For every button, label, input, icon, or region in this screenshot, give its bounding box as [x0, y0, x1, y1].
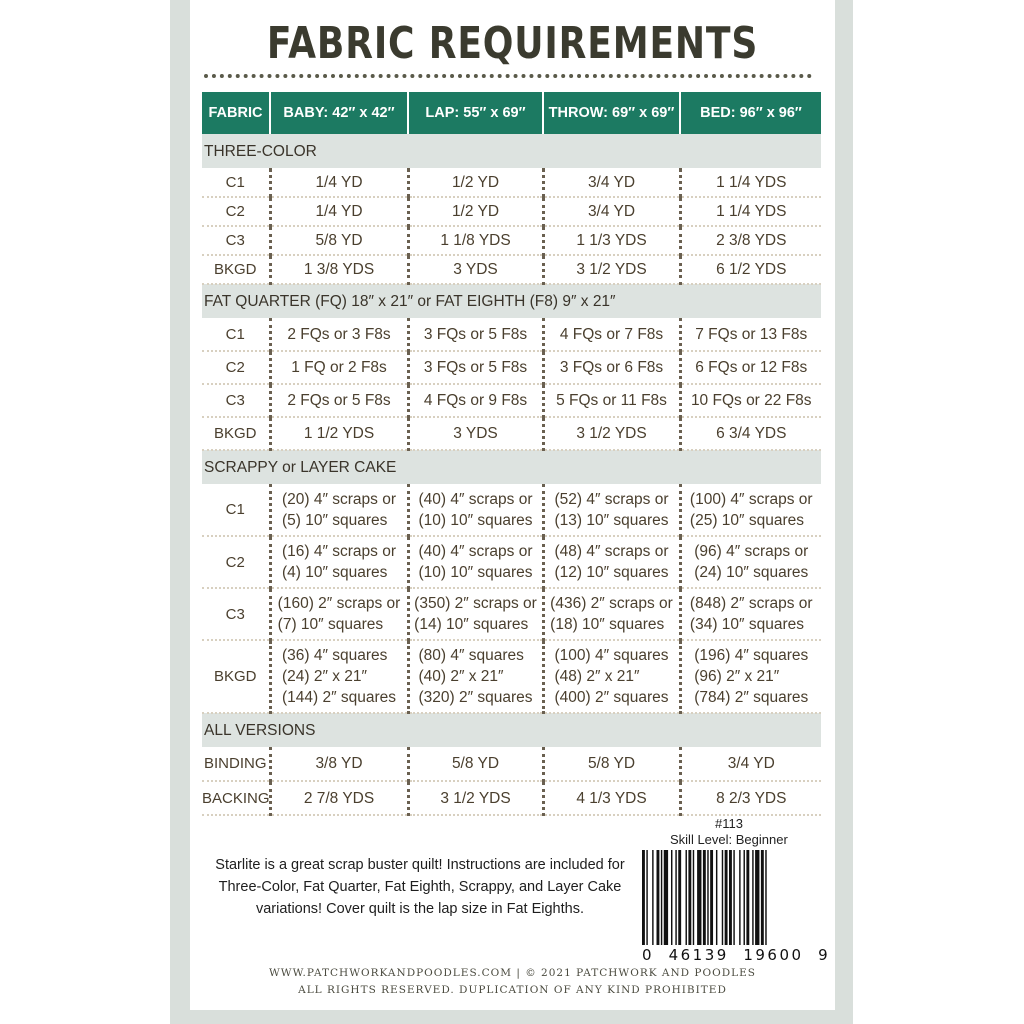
amount-cell-throw — [543, 536, 680, 588]
amount-cell-bed — [680, 484, 821, 536]
table-row — [202, 384, 821, 417]
fabric-label-cell: C1 — [202, 168, 270, 197]
barcode-bar — [646, 850, 647, 945]
barcode-bar — [722, 850, 723, 945]
amount-line: (24) 10″ squares — [694, 564, 809, 581]
table-header-row — [202, 92, 821, 134]
amount-cell-throw — [543, 588, 680, 640]
barcode-bar — [657, 850, 660, 945]
amount-lines — [694, 541, 808, 583]
barcode-bar — [710, 850, 713, 945]
fabric-label-cell: C2 — [202, 197, 270, 226]
amount-line: (10) 10″ squares — [418, 564, 533, 581]
amount-line: (24) 2″ x 21″ — [281, 668, 368, 685]
barcode-bar — [707, 850, 708, 945]
table-row — [202, 197, 821, 226]
amount-cell-bed: 6 FQs or 12 F8s — [680, 351, 821, 384]
amount-cell-lap — [408, 484, 543, 536]
amount-cell-baby: 1 3/8 YDS — [270, 255, 408, 284]
amount-line: (48) 2″ x 21″ — [554, 668, 640, 685]
amount-line: (96) 4″ scraps or — [694, 543, 809, 560]
amount-line: (400) 2″ squares — [554, 689, 669, 706]
fabric-label-cell: C2 — [202, 351, 270, 384]
amount-line: (52) 4″ scraps or — [554, 490, 669, 508]
amount-lines — [690, 489, 813, 531]
barcode-number: 0 46139 19600 9 — [642, 946, 831, 964]
barcode-bar — [693, 850, 694, 945]
section-header-fat-quarter — [202, 284, 821, 318]
amount-cell-lap: 3 YDS — [408, 417, 543, 450]
amount-line: (436) 2″ scraps or — [550, 595, 673, 612]
amount-lines — [554, 541, 668, 583]
header-throw: THROW: 69″ x 69″ — [543, 92, 680, 134]
pattern-number: #113 — [715, 816, 743, 831]
table-row — [202, 781, 821, 815]
barcode-bar — [744, 850, 745, 945]
barcode-bar — [675, 850, 676, 945]
amount-cell-baby: 2 FQs or 3 F8s — [270, 318, 408, 351]
table-row — [202, 588, 821, 640]
table-row — [202, 640, 821, 713]
amount-line: (80) 4″ squares — [418, 647, 524, 664]
amount-lines — [550, 593, 673, 635]
amount-cell-lap: 4 FQs or 9 F8s — [408, 384, 543, 417]
header-fabric: FABRIC — [202, 92, 270, 134]
barcode-bar — [642, 850, 645, 945]
amount-line: (96) 2″ x 21″ — [694, 668, 780, 685]
amount-line: (7) 10″ squares — [277, 616, 384, 633]
table-row — [202, 417, 821, 450]
amount-cell-lap — [408, 588, 543, 640]
barcode-bar — [746, 850, 749, 945]
header-baby: BABY: 42″ x 42″ — [270, 92, 408, 134]
barcode-bar — [652, 850, 653, 945]
title-divider — [204, 74, 812, 78]
amount-cell-baby: 1 1/2 YDS — [270, 417, 408, 450]
barcode-bar — [703, 850, 706, 945]
skill-level: Skill Level: Beginner — [670, 832, 788, 847]
footer-website: WWW.PATCHWORKANDPOODLES.COM | © 2021 PATCHWORK AND POODLES — [269, 967, 756, 979]
barcode-bar — [678, 850, 681, 945]
amount-line: (36) 4″ squares — [281, 647, 388, 664]
fabric-label-cell: C3 — [202, 384, 270, 417]
amount-line: (320) 2″ squares — [418, 689, 533, 706]
amount-cell-bed: 10 FQs or 22 F8s — [680, 384, 821, 417]
amount-lines — [694, 645, 808, 708]
amount-lines — [278, 593, 401, 635]
section-label: SCRAPPY or LAYER CAKE — [202, 450, 821, 484]
amount-cell-lap: 3 YDS — [408, 255, 543, 284]
amount-lines — [554, 645, 668, 708]
amount-line: (16) 4″ scraps or — [281, 543, 397, 560]
pattern-description: Starlite is a great scrap buster quilt! Instructions are included for Three-Color, Fat Quarter, Fat Eighth, Scrappy, and Layer Cake variations! Cover quilt is the lap size in Fat Eighths. — [215, 857, 625, 917]
barcode-bar — [733, 850, 734, 945]
amount-cell-throw: 3/4 YD — [543, 168, 680, 197]
amount-cell-throw — [543, 640, 680, 713]
amount-line: (40) 4″ scraps or — [418, 543, 533, 560]
amount-cell-bed: 1 1/4 YDS — [680, 168, 821, 197]
amount-cell-baby: 3/8 YD — [270, 747, 408, 781]
amount-cell-bed: 7 FQs or 13 F8s — [680, 318, 821, 351]
barcode-bar — [686, 850, 687, 945]
amount-cell-throw: 3 1/2 YDS — [543, 255, 680, 284]
amount-cell-throw: 4 FQs or 7 F8s — [543, 318, 680, 351]
amount-lines — [414, 593, 537, 635]
amount-cell-baby — [270, 588, 408, 640]
amount-cell-bed — [680, 640, 821, 713]
amount-cell-lap: 1/2 YD — [408, 197, 543, 226]
amount-line: (100) 4″ squares — [554, 647, 669, 664]
amount-cell-throw: 5/8 YD — [543, 747, 680, 781]
amount-cell-baby: 1/4 YD — [270, 168, 408, 197]
amount-lines — [418, 489, 532, 531]
amount-cell-baby: 2 FQs or 5 F8s — [270, 384, 408, 417]
table-row — [202, 226, 821, 255]
amount-cell-baby — [270, 536, 408, 588]
amount-cell-baby: 5/8 YD — [270, 226, 408, 255]
barcode-bar — [671, 850, 672, 945]
fabric-label-cell: C1 — [202, 318, 270, 351]
table-row — [202, 318, 821, 351]
section-header-all-versions — [202, 713, 821, 747]
amount-line: (848) 2″ scraps or — [689, 595, 813, 612]
amount-cell-baby: 2 7/8 YDS — [270, 781, 408, 815]
amount-cell-bed: 6 1/2 YDS — [680, 255, 821, 284]
amount-line: (25) 10″ squares — [689, 511, 804, 529]
section-header-three-color — [202, 134, 821, 168]
barcode-bar — [664, 850, 668, 945]
amount-cell-throw: 3/4 YD — [543, 197, 680, 226]
barcode-bar — [755, 850, 759, 945]
barcode-bar — [661, 850, 662, 945]
barcode-bar — [739, 850, 740, 945]
pattern-card — [190, 0, 835, 1010]
amount-line: (40) 2″ x 21″ — [418, 668, 504, 685]
amount-lines — [418, 541, 532, 583]
amount-line: (13) 10″ squares — [554, 511, 669, 529]
amount-line: (10) 10″ squares — [418, 511, 533, 529]
amount-lines — [690, 593, 813, 635]
amount-cell-lap: 3 FQs or 5 F8s — [408, 318, 543, 351]
amount-cell-throw — [543, 484, 680, 536]
amount-line: (18) 10″ squares — [550, 616, 665, 633]
amount-cell-throw: 4 1/3 YDS — [543, 781, 680, 815]
amount-cell-bed: 8 2/3 YDS — [680, 781, 821, 815]
fabric-label-cell: BKGD — [202, 255, 270, 284]
amount-cell-throw: 3 FQs or 6 F8s — [543, 351, 680, 384]
amount-lines — [282, 645, 396, 708]
section-label: ALL VERSIONS — [202, 713, 821, 747]
table-row — [202, 168, 821, 197]
amount-cell-lap — [408, 640, 543, 713]
barcode-bar — [752, 850, 753, 945]
amount-lines — [282, 489, 396, 531]
amount-cell-lap: 1/2 YD — [408, 168, 543, 197]
amount-cell-bed: 3/4 YD — [680, 747, 821, 781]
fabric-label-cell: BINDING — [202, 747, 270, 781]
amount-cell-lap: 3 FQs or 5 F8s — [408, 351, 543, 384]
amount-line: (20) 4″ scraps or — [281, 490, 397, 508]
table-row — [202, 351, 821, 384]
amount-cell-bed: 2 3/8 YDS — [680, 226, 821, 255]
section-label: THREE-COLOR — [202, 134, 821, 168]
amount-cell-throw: 3 1/2 YDS — [543, 417, 680, 450]
amount-cell-throw: 1 1/3 YDS — [543, 226, 680, 255]
amount-line: (784) 2″ squares — [694, 689, 809, 706]
amount-line: (48) 4″ scraps or — [554, 543, 669, 560]
amount-line: (40) 4″ scraps or — [418, 490, 533, 508]
amount-line: (5) 10″ squares — [281, 511, 388, 529]
barcode-bar — [765, 850, 766, 945]
barcode-bar — [716, 850, 717, 945]
fabric-label-cell: BKGD — [202, 640, 270, 713]
fabric-label-cell: BACKING — [202, 781, 270, 815]
amount-cell-bed: 6 3/4 YDS — [680, 417, 821, 450]
amount-cell-bed — [680, 536, 821, 588]
table-row — [202, 484, 821, 536]
amount-cell-baby — [270, 484, 408, 536]
amount-cell-lap — [408, 536, 543, 588]
amount-lines — [554, 489, 668, 531]
amount-line: (12) 10″ squares — [554, 564, 669, 581]
amount-cell-lap: 1 1/8 YDS — [408, 226, 543, 255]
amount-line: (100) 4″ scraps or — [689, 490, 813, 508]
fabric-label-cell: BKGD — [202, 417, 270, 450]
fabric-label-cell: C2 — [202, 536, 270, 588]
page-title: FABRIC REQUIREMENTS — [266, 18, 759, 69]
header-lap: LAP: 55″ x 69″ — [408, 92, 543, 134]
barcode-bar — [697, 850, 701, 945]
amount-line: (196) 4″ squares — [694, 647, 809, 664]
amount-line: (14) 10″ squares — [414, 616, 529, 633]
amount-cell-lap: 3 1/2 YDS — [408, 781, 543, 815]
footer-rights: ALL RIGHTS RESERVED. DUPLICATION OF ANY KIND PROHIBITED — [298, 984, 727, 996]
amount-cell-baby: 1 FQ or 2 F8s — [270, 351, 408, 384]
amount-line: (350) 2″ scraps or — [414, 595, 537, 612]
fabric-label-cell: C1 — [202, 484, 270, 536]
amount-cell-baby — [270, 640, 408, 713]
table-row — [202, 536, 821, 588]
table-row — [202, 747, 821, 781]
amount-cell-lap: 5/8 YD — [408, 747, 543, 781]
barcode-bar — [729, 850, 732, 945]
amount-line: (34) 10″ squares — [689, 616, 804, 633]
amount-cell-baby: 1/4 YD — [270, 197, 408, 226]
section-label: FAT QUARTER (FQ) 18″ x 21″ or FAT EIGHTH (F8) 9″ x 21″ — [202, 284, 821, 318]
fabric-label-cell: C3 — [202, 588, 270, 640]
amount-line: (144) 2″ squares — [281, 689, 397, 706]
header-bed: BED: 96″ x 96″ — [680, 92, 821, 134]
amount-lines — [418, 645, 532, 708]
barcode-bar — [761, 850, 764, 945]
barcode-bar — [725, 850, 728, 945]
fabric-label-cell: C3 — [202, 226, 270, 255]
amount-line: (4) 10″ squares — [281, 564, 388, 581]
amount-cell-bed: 1 1/4 YDS — [680, 197, 821, 226]
fabric-requirements-table — [202, 92, 821, 816]
barcode — [640, 850, 820, 945]
amount-cell-bed — [680, 588, 821, 640]
section-header-scrappy — [202, 450, 821, 484]
amount-cell-throw: 5 FQs or 11 F8s — [543, 384, 680, 417]
amount-line: (160) 2″ scraps or — [277, 595, 401, 612]
table-row — [202, 255, 821, 284]
barcode-bar — [688, 850, 691, 945]
amount-lines — [282, 541, 396, 583]
